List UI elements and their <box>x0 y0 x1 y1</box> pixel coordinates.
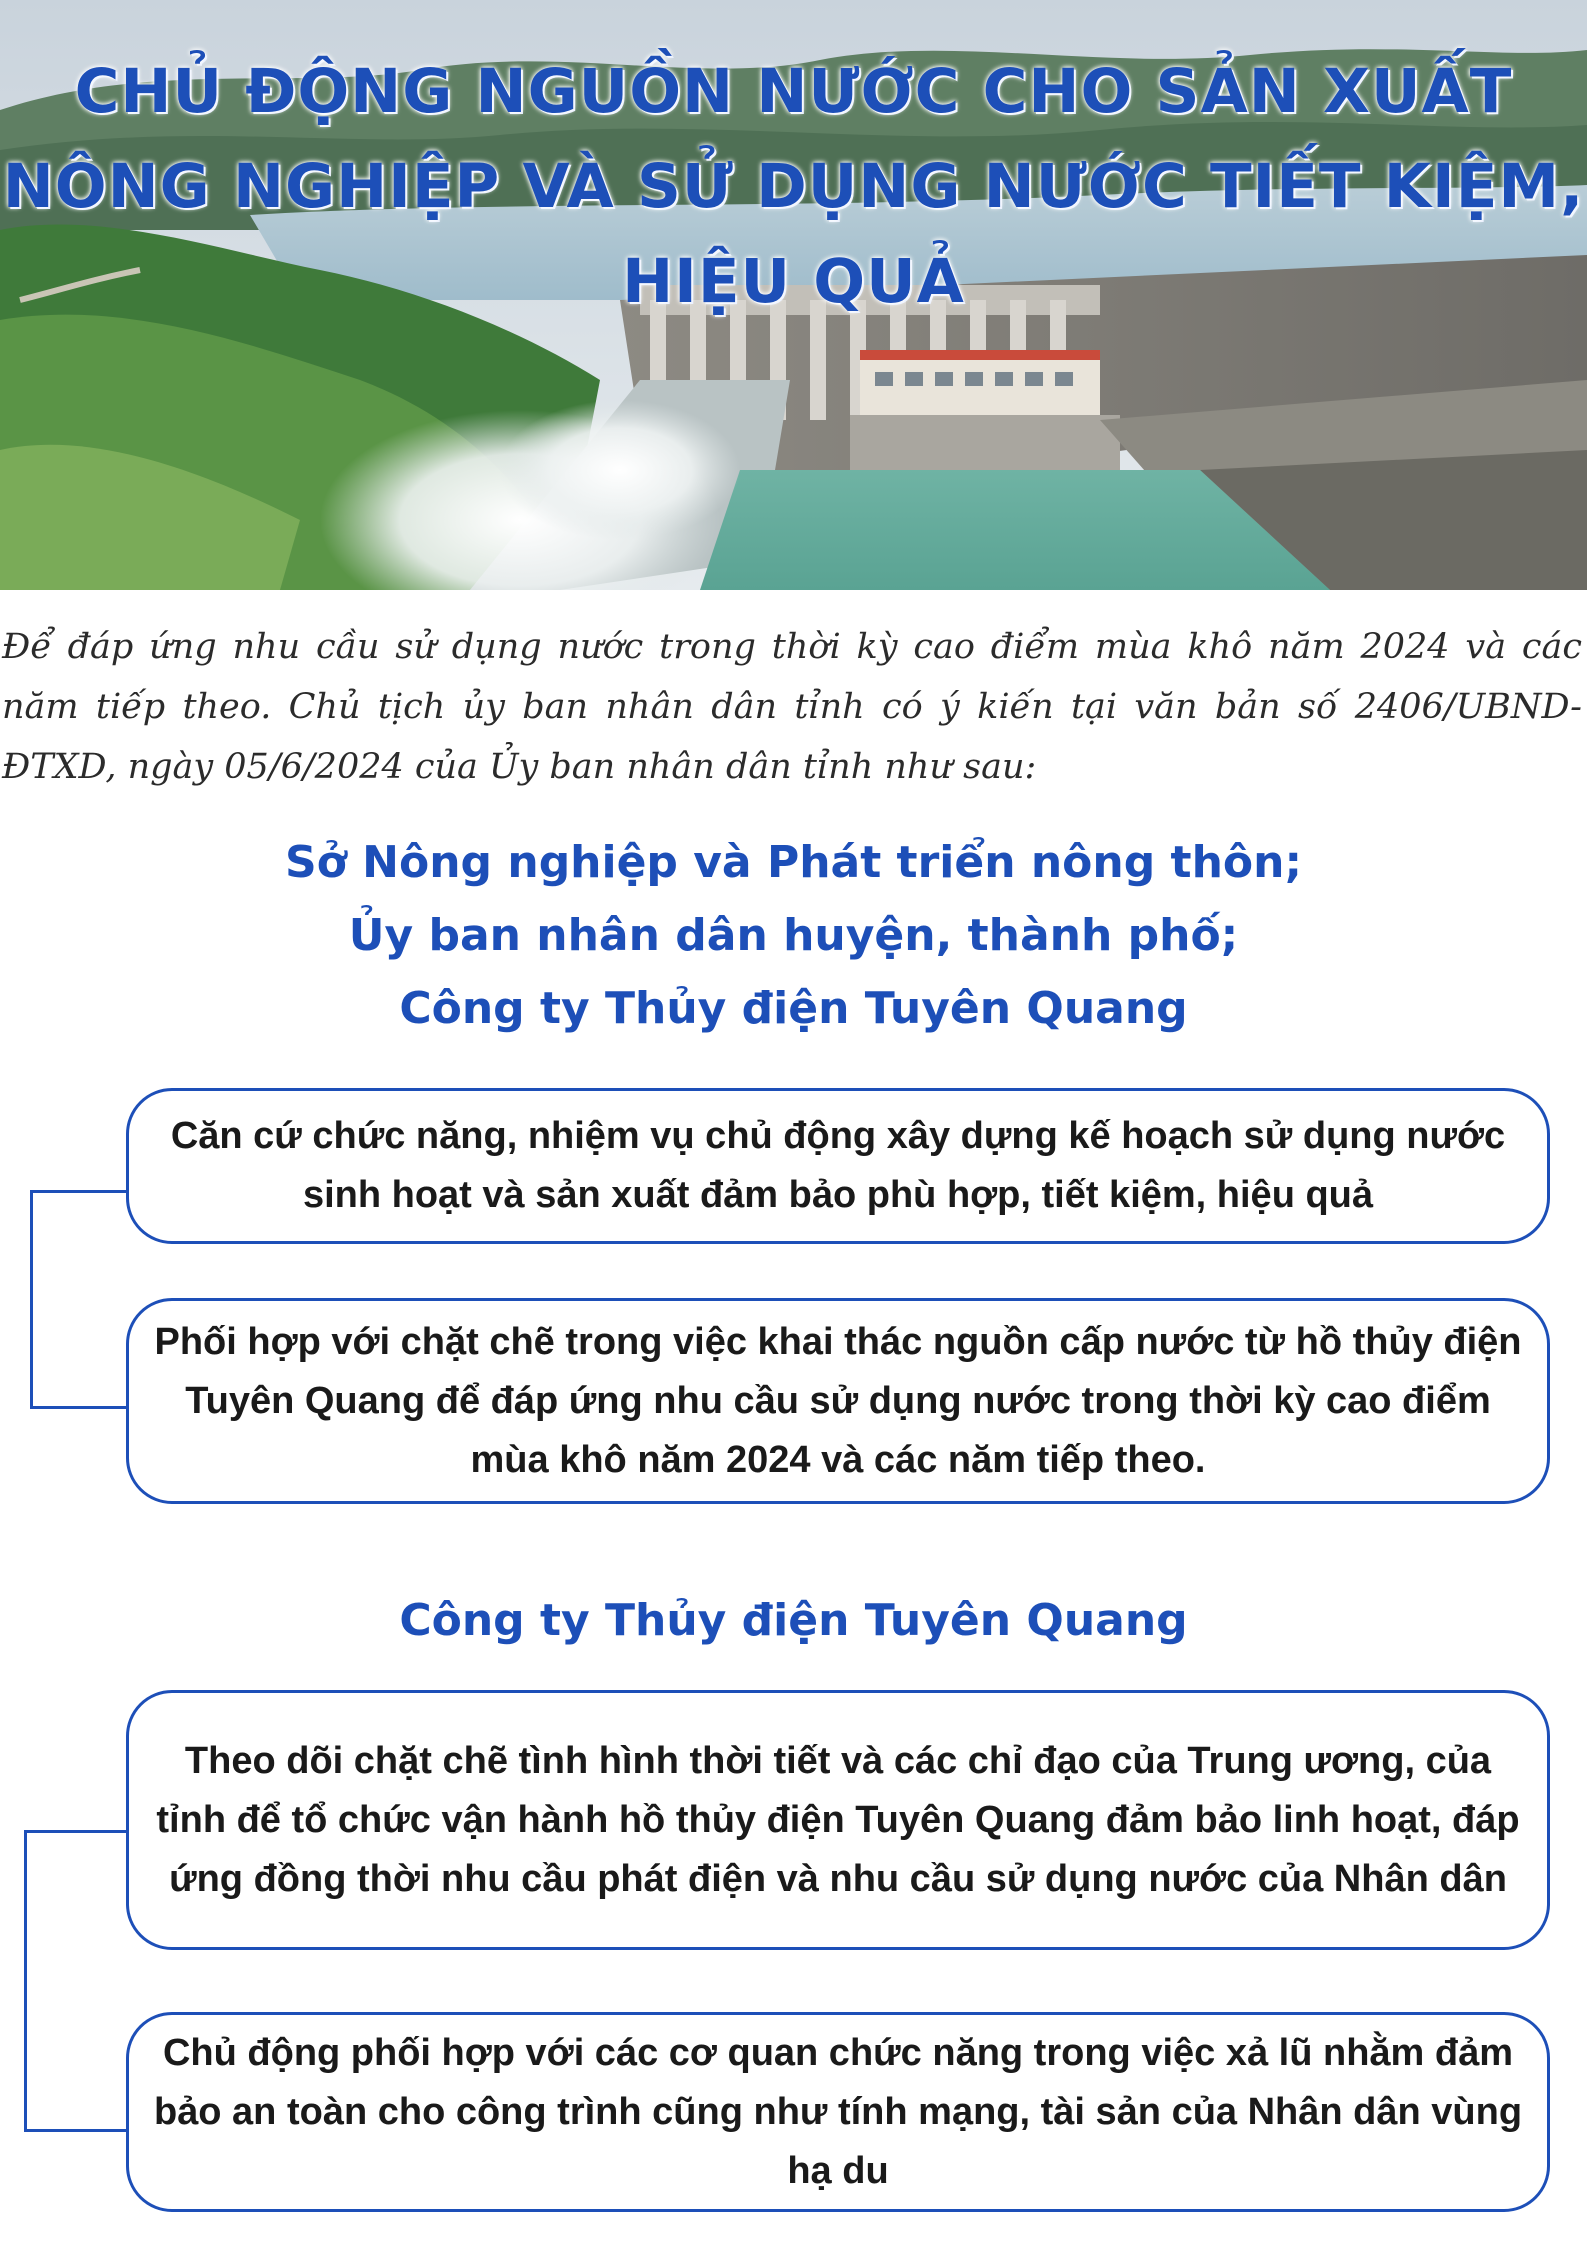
intro-paragraph: Để đáp ứng nhu cầu sử dụng nước trong thời kỳ cao điểm mùa khô năm 2024 và các năm tiếp theo. Chủ tịch ủy ban nhân dân tỉnh có ý kiến tại văn bản số 2406/UBND-ĐTXD, ngày 05/6/2024 của Ủy ban nhân dân tỉnh như sau: <box>2 627 1582 787</box>
section1-item-2-text: Phối hợp với chặt chẽ trong việc khai thác nguồn cấp nước từ hồ thủy điện Tuyên Quang để đáp ứng nhu cầu sử dụng nước trong thời kỳ cao điểm mùa khô năm 2024 và các năm tiếp theo. <box>154 1320 1522 1481</box>
section2-item-2 <box>126 2012 1550 2212</box>
section1-item-1-text: Căn cứ chức năng, nhiệm vụ chủ động xây dựng kế hoạch sử dụng nước sinh hoạt và sản xuất đảm bảo phù hợp, tiết kiệm, hiệu quả <box>170 1115 1506 1216</box>
section1-heading-line-3: Công ty Thủy điện Tuyên Quang <box>399 983 1188 1034</box>
section1-heading-line-1: Sở Nông nghiệp và Phát triển nông thôn; <box>284 837 1303 888</box>
title-line-1: CHỦ ĐỘNG NGUỒN NƯỚC CHO SẢN XUẤT <box>74 56 1513 127</box>
hero-banner <box>0 0 1587 590</box>
section2-bracket <box>24 1830 134 2132</box>
section2-item-1-text: Theo dõi chặt chẽ tình hình thời tiết và các chỉ đạo của Trung ương, của tỉnh để tổ chức vận hành hồ thủy điện Tuyên Quang đảm bảo linh hoạt, đáp ứng đồng thời nhu cầu phát điện và nhu cầu sử dụng nước của Nhân dân <box>156 1739 1520 1900</box>
section2-heading-line-1: Công ty Thủy điện Tuyên Quang <box>399 1595 1188 1646</box>
section1-heading-line-2: Ủy ban nhân dân huyện, thành phố; <box>348 910 1239 961</box>
section1-item-2 <box>126 1298 1550 1504</box>
title-line-2: NÔNG NGHIỆP VÀ SỬ DỤNG NƯỚC TIẾT KIỆM, <box>2 151 1585 222</box>
section1-heading <box>0 826 1587 1045</box>
page-title <box>0 44 1587 329</box>
section1-bracket <box>30 1190 130 1409</box>
section2-heading <box>0 1584 1587 1657</box>
section2-item-2-text: Chủ động phối hợp với các cơ quan chức năng trong việc xả lũ nhằm đảm bảo an toàn cho công trình cũng như tính mạng, tài sản của Nhân dân vùng hạ du <box>153 2031 1523 2192</box>
title-line-3: HIỆU QUẢ <box>622 246 965 317</box>
section1-item-1 <box>126 1088 1550 1244</box>
section2-item-1 <box>126 1690 1550 1950</box>
